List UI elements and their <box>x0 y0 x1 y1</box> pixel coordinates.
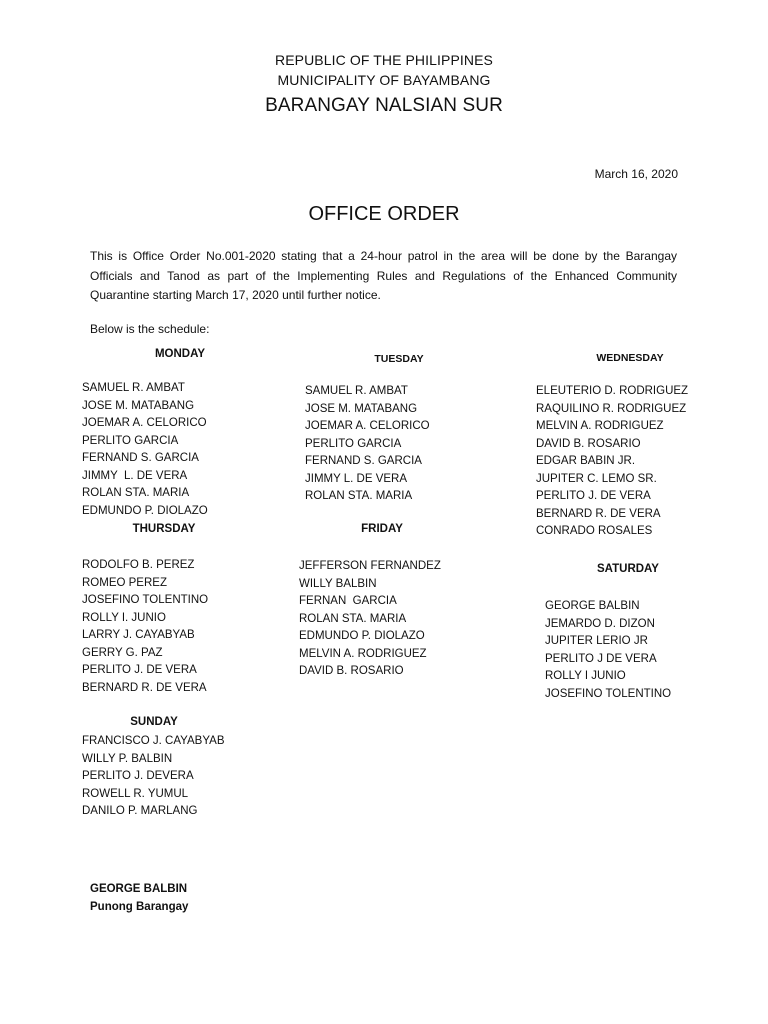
list-item: JEFFERSON FERNANDEZ <box>299 560 441 572</box>
list-item: ELEUTERIO D. RODRIGUEZ <box>536 385 689 397</box>
list-item: FERNAND S. GARCIA <box>82 452 199 464</box>
names-list-saturday <box>545 598 671 703</box>
list-item: JOEMAR A. CELORICO <box>82 417 207 429</box>
list-item: BERNARD R. DE VERA <box>82 681 207 694</box>
header-municipality: MUNICIPALITY OF BAYAMBANG <box>277 72 491 88</box>
list-item: DAVID B. ROSARIO <box>536 437 641 450</box>
list-item: FRANCISCO J. CAYABYAB <box>82 735 225 747</box>
header-barangay: BARANGAY NALSIAN SUR <box>265 95 503 116</box>
names-list-thursday <box>82 557 208 697</box>
list-item: PERLITO GARCIA <box>82 434 179 447</box>
list-item: SAMUEL R. AMBAT <box>82 382 185 394</box>
list-item: ROLLY I. JUNIO <box>82 611 166 624</box>
list-item: ROWELL R. YUMUL <box>82 787 189 800</box>
list-item: LARRY J. CAYABYAB <box>82 629 195 641</box>
list-item: SAMUEL R. AMBAT <box>305 385 408 397</box>
signatory-title: Punong Barangay <box>90 901 189 913</box>
list-item: MELVIN A. RODRIGUEZ <box>299 647 427 660</box>
list-item: RODOLFO B. PEREZ <box>82 559 195 571</box>
day-heading-tuesday: TUESDAY <box>374 353 424 365</box>
day-heading-thursday: THURSDAY <box>132 523 196 535</box>
list-item: PERLITO J. DE VERA <box>82 664 197 676</box>
list-item: EDGAR BABIN JR. <box>536 455 636 467</box>
list-item: PERLITO J DE VERA <box>545 652 657 665</box>
names-list-sunday <box>82 733 225 821</box>
list-item: EDMUNDO P. DIOLAZO <box>82 504 208 517</box>
day-heading-sunday: SUNDAY <box>130 716 178 728</box>
list-item: RAQUILINO R. RODRIGUEZ <box>536 402 687 415</box>
day-heading-friday: FRIDAY <box>361 523 403 535</box>
list-item: FERNAN GARCIA <box>299 595 397 607</box>
list-item: ROLAN STA. MARIA <box>299 612 407 625</box>
list-item: GEORGE BALBIN <box>545 600 640 612</box>
list-item: ROLAN STA. MARIA <box>305 490 413 502</box>
list-item: ROLAN STA. MARIA <box>82 487 190 499</box>
list-item: EDMUNDO P. DIOLAZO <box>299 630 425 642</box>
list-item: PERLITO J. DE VERA <box>536 490 651 502</box>
list-item: PERLITO GARCIA <box>305 437 402 450</box>
names-list-monday <box>82 380 208 520</box>
list-item: DAVID B. ROSARIO <box>299 665 404 677</box>
list-item: CONRADO ROSALES <box>536 525 653 537</box>
list-item: FERNAND S. GARCIA <box>305 455 422 467</box>
list-item: DANILO P. MARLANG <box>82 805 198 817</box>
list-item: ROLLY I JUNIO <box>545 670 626 682</box>
list-item: JUPITER C. LEMO SR. <box>536 472 657 485</box>
list-item: JIMMY L. DE VERA <box>305 472 408 485</box>
signatory-name: GEORGE BALBIN <box>90 883 188 895</box>
day-heading-wednesday: WEDNESDAY <box>596 352 664 364</box>
list-item: JOSEFINO TOLENTINO <box>545 687 672 700</box>
list-item: JOSEFINO TOLENTINO <box>82 594 209 606</box>
list-item: PERLITO J. DEVERA <box>82 770 194 782</box>
list-item: ROMEO PEREZ <box>82 576 167 589</box>
list-item: GERRY G. PAZ <box>82 646 163 659</box>
names-list-tuesday <box>305 383 430 506</box>
list-item: JOSE M. MATABANG <box>82 399 195 412</box>
names-list-wednesday <box>536 383 688 541</box>
list-item: JOSE M. MATABANG <box>305 402 418 415</box>
list-item: MELVIN A. RODRIGUEZ <box>536 420 664 432</box>
list-item: JIMMY L. DE VERA <box>82 469 188 482</box>
list-item: WILLY BALBIN <box>299 577 377 590</box>
header-republic: REPUBLIC OF THE PHILIPPINES <box>275 52 493 68</box>
day-heading-monday: MONDAY <box>154 348 206 360</box>
schedule-intro: Below is the schedule: <box>90 322 210 336</box>
list-item: BERNARD R. DE VERA <box>536 507 661 520</box>
order-body-paragraph: This is Office Order No.001-2020 stating that a 24-hour patrol in the area will be done by the Barangay Officials and Tanod as part of the Implementing Rules and Regulations of the Enhanced Community Quarantine starting March 17, 2020 until further notice. <box>90 249 677 302</box>
day-heading-saturday: SATURDAY <box>597 563 659 575</box>
list-item: WILLY P. BALBIN <box>82 752 173 765</box>
names-list-friday <box>299 558 441 681</box>
document-date: March 16, 2020 <box>594 167 678 181</box>
list-item: JOEMAR A. CELORICO <box>305 420 430 432</box>
list-item: JUPITER LERIO JR <box>545 635 648 647</box>
document-title: OFFICE ORDER <box>308 203 460 225</box>
list-item: JEMARDO D. DIZON <box>545 617 655 630</box>
